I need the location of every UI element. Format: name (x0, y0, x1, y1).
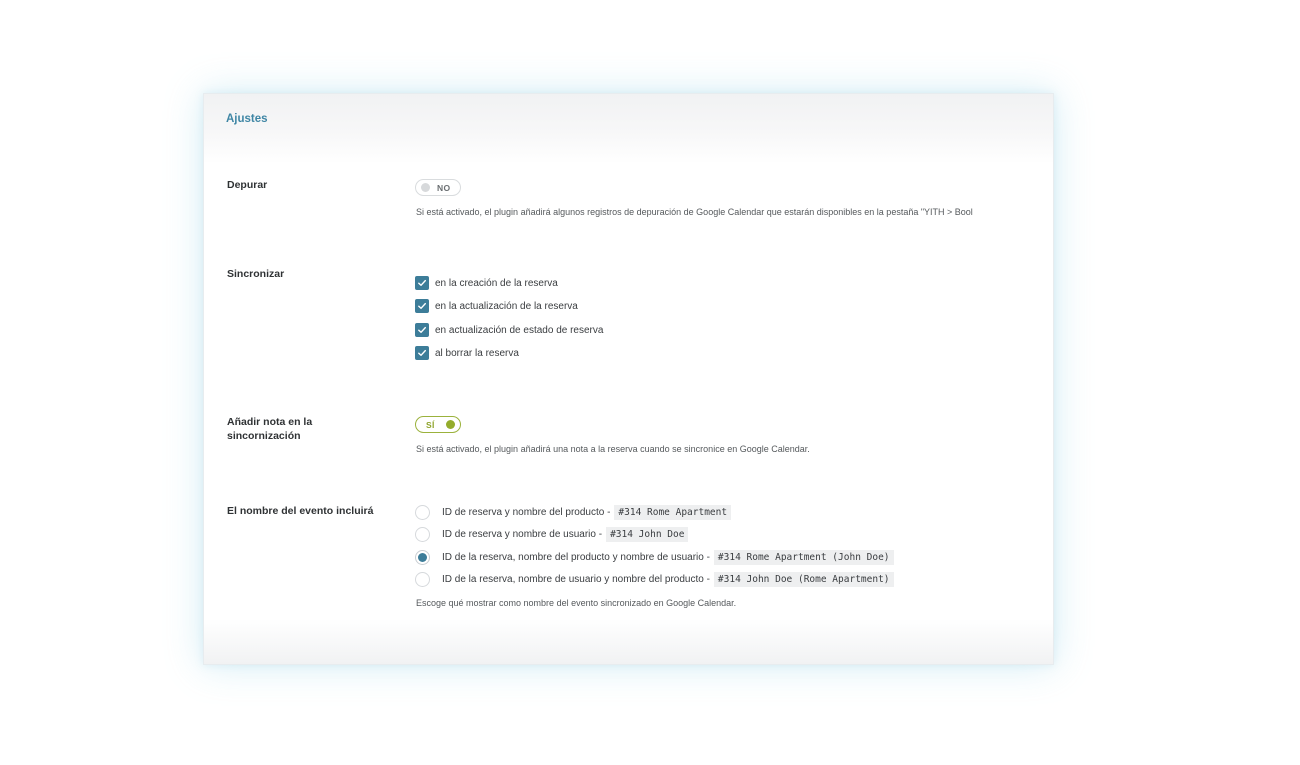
radio-button[interactable] (415, 550, 430, 565)
section-title: Ajustes (226, 113, 268, 125)
check-icon (417, 278, 427, 288)
event-name-option-product[interactable] (415, 503, 731, 521)
event-name-option-user-product[interactable] (415, 570, 894, 588)
event-name-label: El nombre del evento incluirá (227, 505, 374, 517)
panel-footer-fade (204, 619, 1053, 664)
checkbox-label: al borrar la reserva (435, 347, 519, 359)
toggle-knob (446, 420, 455, 429)
sync-label: Sincronizar (227, 268, 285, 280)
event-name-description: Escoge qué mostrar como nombre del evento sincronizado en Google Calendar. (416, 598, 737, 608)
sync-option-delete[interactable] (415, 345, 519, 361)
radio-button[interactable] (415, 505, 430, 520)
checkbox-label: en la actualización de la reserva (435, 300, 578, 312)
checkbox[interactable] (415, 299, 429, 313)
add-note-description: Si está activado, el plugin añadirá una nota a la reserva cuando se sincronice en Google Calendar. (416, 444, 810, 454)
example-code: #314 Rome Apartment (614, 505, 731, 520)
radio-label: ID de reserva y nombre de usuario - (442, 528, 603, 540)
check-icon (417, 301, 427, 311)
sync-option-update[interactable] (415, 298, 578, 314)
sync-option-status-update[interactable] (415, 322, 603, 338)
example-code: #314 John Doe (606, 527, 688, 542)
event-name-option-user[interactable] (415, 525, 688, 543)
radio-selected-dot (418, 553, 427, 562)
debug-description: Si está activado, el plugin añadirá algunos registros de depuración de Google Calendar que estarán disponibles en la pestaña "YITH > Bool (416, 207, 973, 217)
toggle-text: NO (437, 183, 451, 193)
check-icon (417, 325, 427, 335)
sync-option-creation[interactable] (415, 275, 558, 291)
radio-label: ID de la reserva, nombre de usuario y nombre del producto - (442, 573, 710, 585)
example-code: #314 Rome Apartment (John Doe) (714, 550, 894, 565)
checkbox-label: en la creación de la reserva (435, 277, 558, 289)
checkbox-label: en actualización de estado de reserva (435, 324, 604, 336)
add-note-toggle[interactable] (415, 416, 461, 433)
example-code: #314 John Doe (Rome Apartment) (714, 572, 894, 587)
radio-label: ID de reserva y nombre del producto - (442, 506, 611, 518)
radio-label: ID de la reserva, nombre del producto y nombre de usuario - (442, 551, 710, 563)
toggle-text: SÍ (426, 420, 435, 430)
checkbox[interactable] (415, 323, 429, 337)
settings-panel (203, 93, 1054, 665)
radio-button[interactable] (415, 572, 430, 587)
add-note-label: Añadir nota en la sincornización (227, 416, 313, 442)
toggle-knob (421, 183, 430, 192)
debug-label: Depurar (227, 179, 268, 191)
event-name-option-product-user[interactable] (415, 548, 894, 566)
check-icon (417, 348, 427, 358)
checkbox[interactable] (415, 346, 429, 360)
checkbox[interactable] (415, 276, 429, 290)
panel-header-fade (204, 94, 1053, 164)
debug-toggle[interactable] (415, 179, 461, 196)
radio-button[interactable] (415, 527, 430, 542)
